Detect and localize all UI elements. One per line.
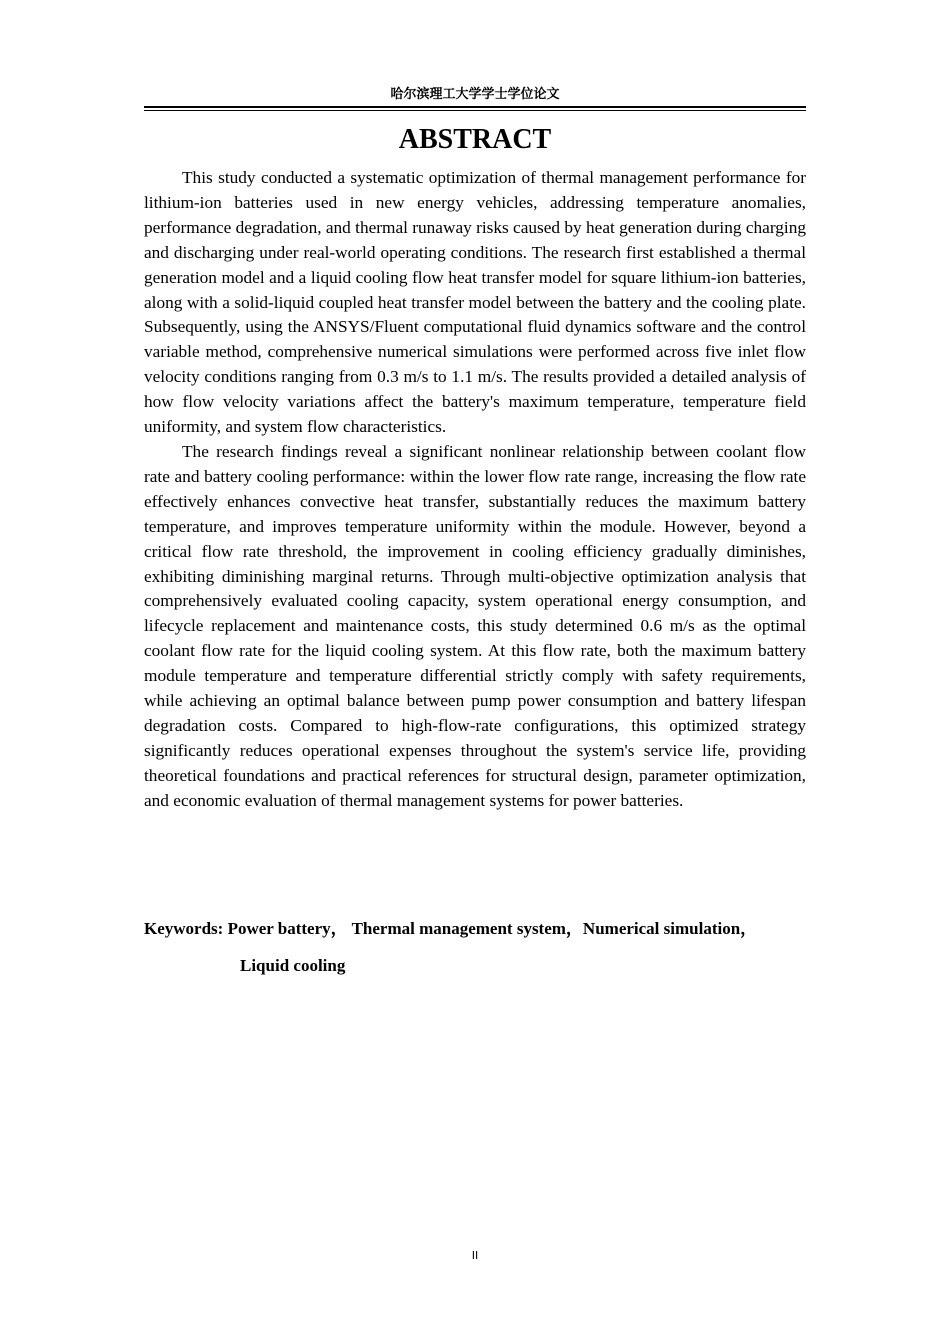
keywords-line-2: Liquid cooling <box>240 956 346 975</box>
keywords-line-1: Keywords: Power battery， Thermal management system，Numerical simulation， <box>144 919 758 938</box>
abstract-title: ABSTRACT <box>398 124 552 155</box>
abstract-paragraph-2: The research findings reveal a significant nonlinear relationship between coolant flow rate and battery cooling performance: within the lower flow rate range, increasing the flow rate effectively enhances convective heat transfer, substantially reduces the maximum battery temperature, and improves temperature uniformity within the module. However, beyond a critical flow rate threshold, the improvement in cooling efficiency gradually diminishes, exhibiting diminishing marginal returns. Through multi-objective optimization analysis that comprehensively evaluated cooling capacity, system operational energy consumption, and lifecycle replacement and maintenance costs, this study determined 0.6 m/s as the optimal coolant flow rate for the liquid cooling system. At this flow rate, both the maximum battery module temperature and temperature differential strictly comply with safety requirements, while achieving an optimal balance between pump power consumption and battery lifespan degradation costs. Compared to high-flow-rate configurations, this optimized strategy significantly reduces operational expenses throughout the system's service life, providing theoretical foundations and practical references for structural design, parameter optimization, and economic evaluation of thermal management systems for power batteries. <box>144 441 806 810</box>
header-rule-thick <box>144 106 806 108</box>
page-number: II <box>471 1249 479 1262</box>
abstract-body <box>144 166 806 814</box>
abstract-paragraph-1: This study conducted a systematic optimization of thermal management performance for lithium-ion batteries used in new energy vehicles, addressing temperature anomalies, performance degradation, and thermal runaway risks caused by heat generation during charging and discharging under real-world operating conditions. The research first established a thermal generation model and a liquid cooling flow heat transfer model for square lithium-ion batteries, along with a solid-liquid coupled heat transfer model between the battery and the cooling plate. Subsequently, using the ANSYS/Fluent computational fluid dynamics software and the control variable method, comprehensive numerical simulations were performed across five inlet flow velocity conditions ranging from 0.3 m/s to 1.1 m/s. The results provided a detailed analysis of how flow velocity variations affect the battery's maximum temperature, temperature field uniformity, and system flow characteristics. <box>144 168 806 437</box>
header-rule-thin <box>144 110 806 111</box>
running-header: 哈尔滨理工大学学士学位论文 <box>390 87 560 102</box>
